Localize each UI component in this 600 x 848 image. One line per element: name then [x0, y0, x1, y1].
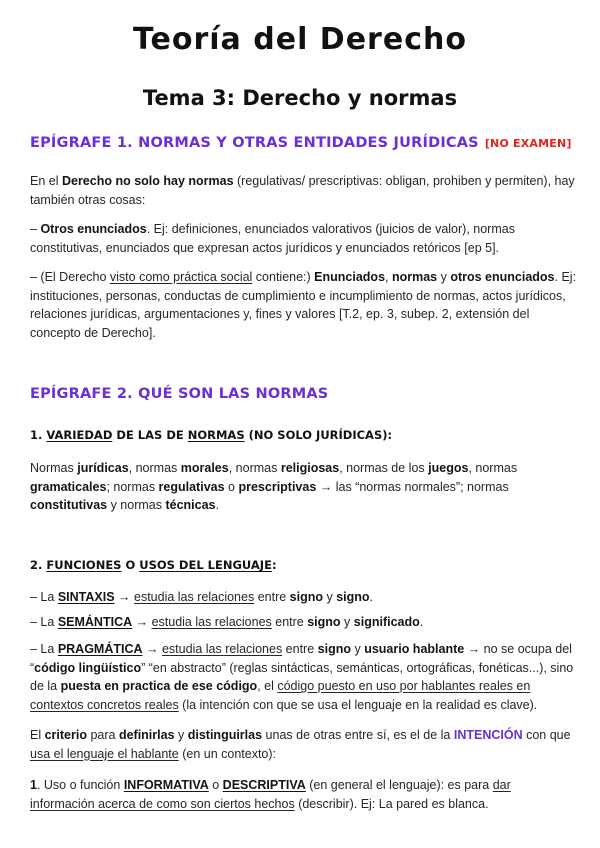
text: ; normas [106, 479, 159, 494]
bold-text: signo [307, 615, 341, 629]
text: → [114, 590, 134, 604]
no-examen-tag: [NO EXAMEN] [484, 137, 572, 150]
bold-text: normas [391, 270, 438, 284]
bold-underlined-text: PRAGMÁTICA [57, 642, 143, 656]
text: , normas [468, 461, 518, 475]
bold-underlined-text: INFORMATIVA [123, 778, 209, 792]
text: (en un contexto): [178, 746, 277, 761]
text: entre [282, 642, 318, 656]
bold-text: Derecho no solo hay normas [61, 174, 234, 188]
epigrafe-2-heading: EPÍGRAFE 2. QUÉ SON LAS NORMAS [30, 386, 329, 402]
text: y [350, 642, 365, 656]
text: (NO SOLO JURÍDICAS): [244, 428, 393, 442]
bold-text: significado [353, 615, 420, 629]
text: entre [271, 615, 308, 629]
bold-text: prescriptivas [238, 479, 317, 494]
underlined-text: estudia las relaciones [151, 615, 272, 629]
text: entre [254, 590, 290, 604]
bold-text: gramaticales [30, 479, 107, 494]
epigrafe-1-title: EPÍGRAFE 1. NORMAS Y OTRAS ENTIDADES JURÍDICAS [30, 135, 479, 151]
section-funciones-lenguaje [30, 558, 277, 572]
text: , el [257, 679, 278, 693]
text: o [224, 479, 239, 494]
paragraph-otros-enunciados [30, 220, 578, 257]
text: O [121, 558, 140, 572]
bold-text: regulativas [158, 479, 225, 494]
text: (describir). Ej: La pared es blanca. [294, 796, 489, 811]
text: – La [30, 642, 58, 656]
text: (en general el lenguaje): es para [305, 778, 493, 792]
bold-text: criterio [44, 728, 87, 742]
text: , normas de los [339, 461, 429, 475]
bold-text: signo [289, 590, 323, 604]
bold-text: Enunciados [314, 270, 386, 284]
text: y [174, 728, 188, 742]
text: : [271, 558, 277, 572]
bold-text: signo [317, 642, 351, 656]
text: (regulativas/ prescriptivas: obligan, prohiben y permiten), hay también otras cosas: [30, 174, 575, 207]
underlined-text: USOS DEL LENGUAJE [139, 558, 272, 572]
text: 1. [30, 428, 47, 442]
document-subtitle: Tema 3: Derecho y normas [142, 86, 458, 110]
bold-text: puesta en practica de ese código [60, 679, 258, 693]
text: contiene:) [252, 270, 315, 284]
paragraph-sintaxis [30, 588, 578, 607]
epigrafe-1-heading [30, 135, 572, 151]
bold-underlined-text: DESCRIPTIVA [222, 778, 306, 792]
paragraph-pragmatica [30, 640, 578, 714]
text: con que [522, 728, 571, 742]
underlined-text: usa el lenguaje el hablante [30, 746, 179, 761]
text: para [86, 728, 119, 742]
text: y normas [107, 498, 166, 512]
text: DE LAS DE [112, 428, 188, 442]
bold-text: religiosas [280, 461, 340, 475]
text: – La [30, 590, 58, 604]
underlined-text: código puesto en uso por hablantes reales en contextos concretos reales [30, 679, 531, 712]
underlined-text: estudia las relaciones [134, 590, 255, 604]
text: . Ej: instituciones, personas, conductas de cumplimiento e incumplimiento de normas, actos jurídicos, relaciones jurídicas, argumentaciones y, fines y valores [T.2, ep. 3, subep. 2, extensión del concepto de Derecho]. [30, 270, 577, 340]
text: → [132, 615, 152, 629]
text: y [437, 270, 451, 284]
text: , normas [228, 461, 281, 475]
text: → las “normas normales”; normas [316, 479, 509, 494]
underlined-text: dar información acerca de como son ciertos hechos [30, 778, 511, 811]
bold-underlined-text: SINTAXIS [57, 590, 115, 604]
underlined-text: FUNCIONES [46, 558, 122, 572]
text: → [142, 642, 162, 656]
text: El [30, 728, 45, 742]
paragraph-derecho-normas [30, 172, 578, 209]
paragraph-semantica [30, 613, 578, 632]
text: . [215, 498, 219, 512]
paragraph-funcion-informativa [30, 776, 578, 813]
bold-text: usuario hablante [364, 642, 465, 656]
underlined-text: NORMAS [187, 428, 245, 442]
bold-text: juegos [428, 461, 469, 475]
bold-underlined-text: SEMÁNTICA [57, 615, 133, 629]
bold-text: técnicas [165, 498, 216, 512]
paragraph-criterio-intencion [30, 726, 578, 763]
text: ” “en abstracto” (reglas sintácticas, semánticas, ortográficas, fonéticas...), sino de la [30, 660, 574, 693]
text: . [419, 615, 424, 629]
bold-text: signo [336, 590, 370, 604]
text: y [340, 615, 354, 629]
underlined-text: visto como práctica social [109, 270, 253, 284]
text: 2. [30, 558, 47, 572]
bold-text: distinguirlas [187, 728, 263, 742]
text: En el [30, 174, 62, 188]
text: → no se ocupa del “ [30, 642, 572, 675]
underlined-text: estudia las relaciones [161, 642, 283, 656]
text: – La [30, 615, 58, 629]
text: unas de otras entre sí, es el de la [262, 728, 454, 742]
bold-text: código lingüístico [34, 660, 142, 675]
text: Normas [30, 461, 78, 475]
text: – [30, 222, 41, 236]
highlight-text: INTENCIÓN [453, 728, 523, 742]
bold-text: 1 [30, 778, 37, 792]
section-variedad-normas [30, 428, 392, 442]
underlined-text: VARIEDAD [46, 428, 113, 442]
text: , normas [128, 461, 181, 475]
bold-text: constitutivas [30, 498, 108, 512]
paragraph-tipos-normas [30, 459, 578, 515]
text: . [369, 590, 374, 604]
text: . Ej: definiciones, enunciados valorativos (juicios de valor), normas constitutivas, enunciados que expresan actos jurídicos y enunciados retóricos [ep 5]. [30, 222, 515, 255]
bold-text: morales [180, 461, 229, 475]
text: o [208, 778, 223, 792]
bold-text: definirlas [118, 728, 175, 742]
text: . Uso o función [36, 778, 124, 792]
text: – (El Derecho [30, 270, 110, 284]
bold-text: jurídicas [77, 461, 129, 475]
text: (la intención con que se usa el lenguaje en la realidad es clave). [178, 697, 538, 712]
document-title: Teoría del Derecho [133, 22, 467, 57]
bold-text: Otros enunciados [40, 222, 147, 236]
bold-text: otros enunciados [450, 270, 555, 284]
text: , [385, 270, 392, 284]
text: y [323, 590, 337, 604]
paragraph-practica-social [30, 268, 578, 342]
